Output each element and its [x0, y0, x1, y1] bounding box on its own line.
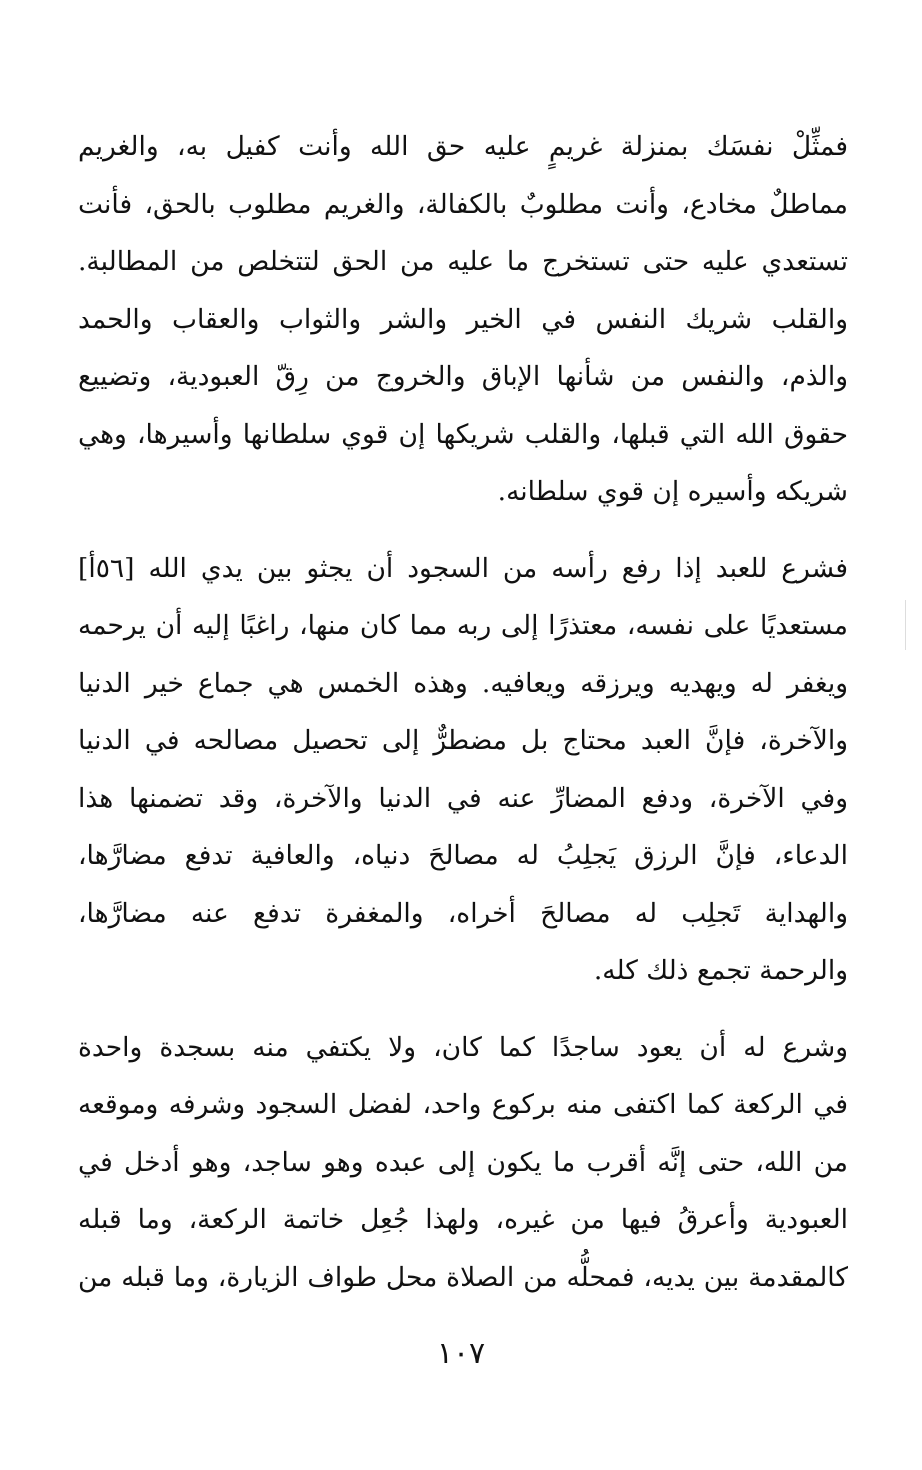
- text-line: مستعديًا على نفسه، معتذرًا إلى ربه مما كان منها، راغبًا إليه أن يرحمه: [78, 610, 848, 641]
- page-body: [78, 118, 848, 1306]
- text-line: والذم، والنفس من شأنها الإباق والخروج من رِقّ العبودية، وتضييع: [78, 361, 848, 392]
- text-line: شريكه وأسيره إن قوي سلطانه.: [497, 476, 848, 507]
- paragraph-1: [78, 118, 848, 521]
- text-line: تستعدي عليه حتى تستخرج ما عليه من الحق لتتخلص من المطالبة.: [78, 246, 848, 277]
- text-line: والقلب شريك النفس في الخير والشر والثواب والعقاب والحمد: [78, 303, 848, 335]
- text-line: ويغفر له ويهديه ويرزقه ويعافيه. وهذه الخمس هي جماع خير الدنيا: [78, 667, 848, 699]
- text-line: حقوق الله التي قبلها، والقلب شريكها إن قوي سلطانها وأسيرها، وهي: [78, 418, 848, 450]
- text-line: كالمقدمة بين يديه، فمحلُّه من الصلاة محل طواف الزيارة، وما قبله من: [78, 1261, 848, 1293]
- text-line: الدعاء، فإنَّ الرزق يَجلِبُ له مصالحَ دنياه، والعافية تدفع مضارَّها،: [78, 840, 848, 871]
- paragraph-gap: [78, 1000, 848, 1019]
- text-line: فمثِّلْ نفسَك بمنزلة غريمٍ عليه حق الله وأنت كفيل به، والغريم: [78, 131, 848, 162]
- text-line: والرحمة تجمع ذلك كله.: [593, 955, 848, 986]
- text-line: فشرع للعبد إذا رفع رأسه من السجود أن يجثو بين يدي الله [٥٦أ]: [78, 552, 848, 584]
- text-line: والآخرة، فإنَّ العبد محتاج بل مضطرٌّ إلى تحصيل مصالحه في الدنيا: [78, 725, 848, 756]
- text-line: في الركعة كما اكتفى منه بركوع واحد، لفضل السجود وشرفه وموقعه: [78, 1089, 848, 1120]
- paragraph-gap: [78, 521, 848, 540]
- text-line: وشرع له أن يعود ساجدًا كما كان، ولا يكتفي منه بسجدة واحدة: [78, 1031, 848, 1063]
- text-line: وفي الآخرة، ودفع المضارِّ عنه في الدنيا والآخرة، وقد تضمنها هذا: [78, 782, 848, 814]
- text-line: العبودية وأعرقُ فيها من غيره، ولهذا جُعِل خاتمة الركعة، وما قبله: [78, 1204, 848, 1235]
- text-line: مماطلٌ مخادع، وأنت مطلوبٌ بالكفالة، والغريم مطلوب بالحق، فأنت: [78, 188, 848, 220]
- page-number: ١٠٧: [436, 1336, 486, 1371]
- paragraph-3: [78, 1019, 848, 1307]
- paragraph-2: [78, 540, 848, 1000]
- text-line: من الله، حتى إنَّه أقرب ما يكون إلى عبده وهو ساجد، وهو أدخل في: [78, 1146, 848, 1178]
- scan-margin-line: [905, 600, 906, 650]
- text-line: والهداية تَجلِب له مصالحَ أخراه، والمغفرة تدفع عنه مضارَّها،: [78, 897, 848, 929]
